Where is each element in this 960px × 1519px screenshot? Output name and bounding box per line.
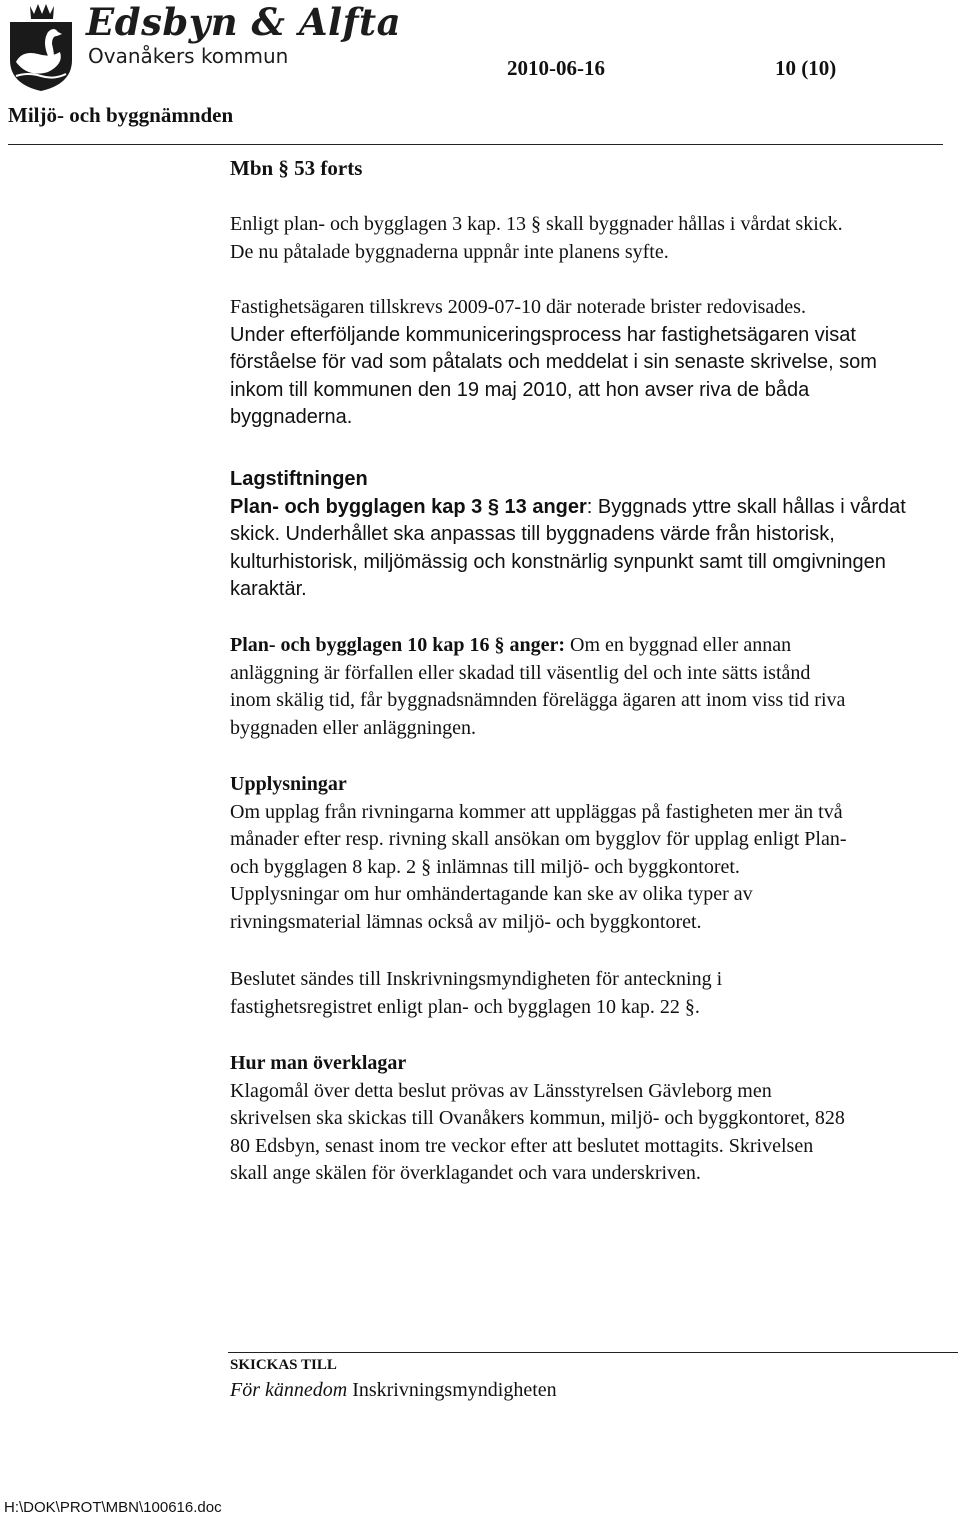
section-heading: Mbn § 53 forts	[230, 156, 363, 180]
file-path: H:\DOK\PROT\MBN\100616.doc	[4, 1499, 222, 1516]
paragraph-owner-notice	[230, 294, 955, 432]
department-name: Miljö- och byggnämnden	[8, 103, 234, 127]
text-line: skick. Underhållet ska anpassas till byggnadens värde från historisk,	[230, 523, 835, 546]
text-line: inom skälig tid, får byggnadsnämnden förelägga ägaren att inom viss tid riva	[230, 689, 846, 712]
section-pbl-10	[230, 632, 955, 742]
appeal-heading: Hur man överklagar	[230, 1052, 407, 1074]
distribution-label: För kännedom	[230, 1379, 348, 1401]
text-line: månader efter resp. rivning skall ansökan om bygglov för upplag enligt Plan-	[230, 828, 847, 851]
distribution-divider	[228, 1352, 958, 1353]
page-number: 10 (10)	[775, 56, 837, 80]
text-line: Beslutet sändes till Inskrivningsmyndigheten för anteckning i	[230, 968, 723, 990]
text-line: Enligt plan- och bygglagen 3 kap. 13 § skall byggnader hållas i vårdat skick.	[230, 213, 843, 235]
law-reference: Plan- och bygglagen 10 kap 16 § anger:	[230, 634, 566, 656]
paragraph-decision-sent	[230, 966, 955, 1021]
text-line	[230, 494, 955, 522]
paragraph-intro	[230, 211, 955, 266]
text-line: inkom till kommunen den 19 maj 2010, att hon avser riva de båda	[230, 378, 810, 401]
text-line: 80 Edsbyn, senast inom tre veckor efter att beslutet mottagits. Skrivelsen	[230, 1134, 814, 1157]
text-line: karaktär.	[230, 578, 307, 601]
text-line: Under efterföljande kommuniceringsprocess har fastighetsägaren visat	[230, 323, 856, 346]
document-date: 2010-06-16	[507, 56, 605, 80]
section-legislation	[230, 466, 955, 604]
text-line	[230, 632, 955, 660]
text-line: kulturhistorisk, miljömässig och konstnärlig synpunkt samt till omgivningen	[230, 550, 886, 573]
header-divider	[8, 144, 943, 145]
swan-crown-shield-icon	[4, 2, 78, 92]
text-line: rivningsmaterial lämnas också av miljö- och byggkontoret.	[230, 910, 702, 933]
text-line: förståelse för vad som påtalats och meddelat i sin senaste skrivelse, som	[230, 351, 877, 374]
text-line: byggnaderna.	[230, 406, 353, 429]
text-line: Fastighetsägaren tillskrevs 2009-07-10 där noterade brister redovisades.	[230, 296, 806, 318]
text-line: Om upplag från rivningarna kommer att uppläggas på fastigheten mer än två	[230, 800, 843, 823]
text-line: De nu påtalade byggnaderna uppnår inte planens syfte.	[230, 240, 669, 263]
section-information	[230, 771, 955, 937]
text-line: anläggning är förfallen eller skadad till väsentlig del och inte sätts istånd	[230, 661, 811, 684]
law-text: : Byggnads yttre skall hållas i vårdat	[586, 495, 906, 518]
distribution-heading: SKICKAS TILL	[230, 1357, 337, 1373]
text-line: byggnaden eller anläggningen.	[230, 716, 477, 739]
text-line: skall ange skälen för överklagandet och vara underskriven.	[230, 1162, 701, 1185]
brand-subtitle: Ovanåkers kommun	[88, 44, 289, 68]
distribution-line	[230, 1379, 557, 1402]
text-line: fastighetsregistret enligt plan- och bygglagen 10 kap. 22 §.	[230, 995, 700, 1018]
text-line: Klagomål över detta beslut prövas av Länsstyrelsen Gävleborg men	[230, 1079, 772, 1102]
information-heading: Upplysningar	[230, 773, 347, 795]
text-line: Upplysningar om hur omhändertagande kan ske av olika typer av	[230, 883, 753, 906]
brand-title: Edsbyn & Alfta	[86, 0, 402, 44]
text-line: och bygglagen 8 kap. 2 § inlämnas till miljö- och byggkontoret.	[230, 855, 740, 878]
distribution-recipient: Inskrivningsmyndigheten	[347, 1379, 557, 1401]
law-reference: Plan- och bygglagen kap 3 § 13 anger	[230, 495, 587, 518]
section-appeal	[230, 1050, 955, 1188]
text-line: skrivelsen ska skickas till Ovanåkers kommun, miljö- och byggkontoret, 828	[230, 1107, 845, 1130]
law-text: Om en byggnad eller annan	[565, 634, 792, 656]
legislation-heading: Lagstiftningen	[230, 468, 368, 490]
